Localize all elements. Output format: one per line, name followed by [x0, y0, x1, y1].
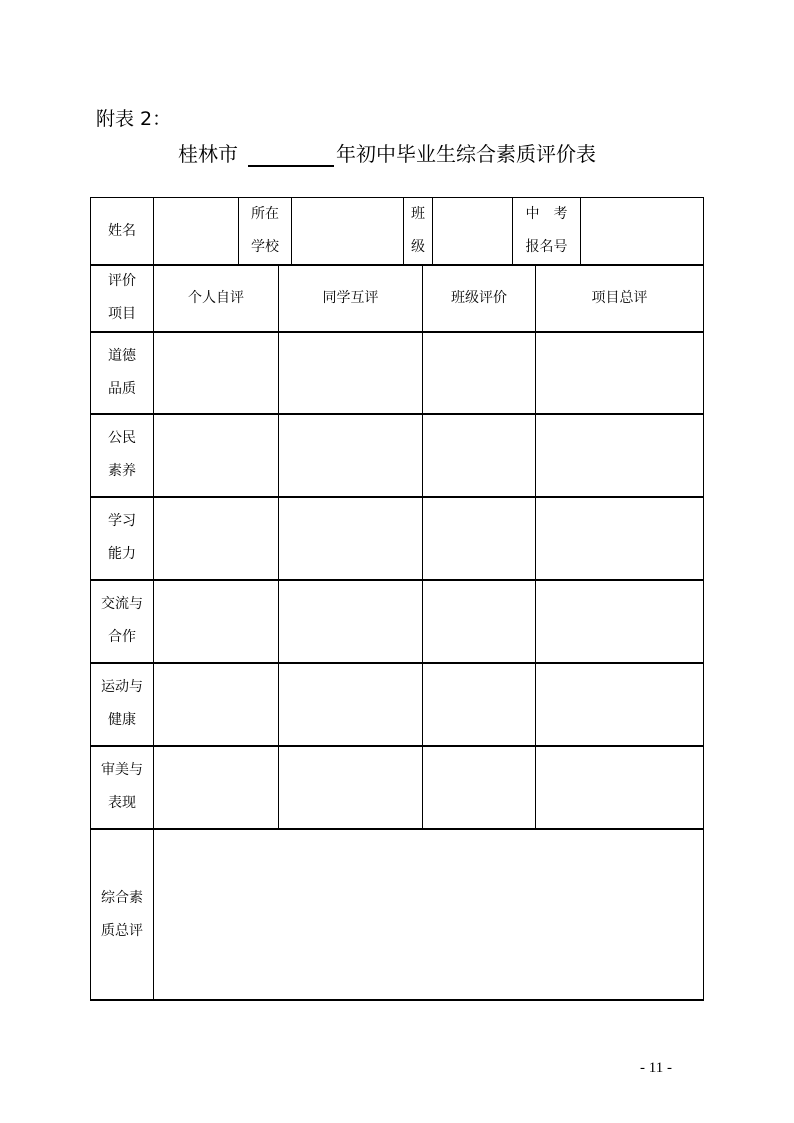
- column-header-label: 个人自评: [188, 289, 244, 306]
- column-header-label: 班级评价: [451, 289, 507, 306]
- row-divider: [90, 496, 704, 498]
- item-label: [90, 331, 154, 414]
- class-label-label: 班 级: [411, 206, 425, 255]
- peer-eval-field[interactable]: [278, 662, 423, 746]
- item-label: [90, 745, 154, 829]
- self-eval-field[interactable]: [153, 662, 279, 746]
- row-divider: [90, 264, 704, 266]
- row-divider: [90, 413, 704, 415]
- column-header: [422, 264, 536, 332]
- name-label-label: 姓名: [108, 222, 136, 239]
- class-eval-field[interactable]: [422, 496, 536, 580]
- item-label: [90, 413, 154, 497]
- peer-eval-field[interactable]: [278, 413, 423, 497]
- class-eval-field[interactable]: [422, 662, 536, 746]
- exam-no-field[interactable]: [580, 197, 704, 265]
- row-divider: [90, 331, 704, 333]
- appendix-label: 附表 2：: [96, 108, 172, 130]
- peer-eval-field[interactable]: [278, 579, 423, 663]
- row-divider: [90, 745, 704, 747]
- item-label-label: 公民 素养: [108, 430, 136, 479]
- total-eval-field[interactable]: [535, 662, 704, 746]
- item-label-label: 审美与 表现: [101, 762, 143, 811]
- self-eval-field[interactable]: [153, 413, 279, 497]
- exam-no-label-label: 中 考 报名号: [525, 206, 568, 255]
- row-divider: [90, 828, 704, 830]
- column-header-label: 评价 项目: [108, 273, 136, 322]
- column-header: [153, 264, 279, 332]
- class-eval-field[interactable]: [422, 745, 536, 829]
- self-eval-field[interactable]: [153, 331, 279, 414]
- class-label: [403, 197, 433, 265]
- name-label: [90, 197, 154, 265]
- school-field[interactable]: [291, 197, 404, 265]
- title-prefix: 桂林市: [178, 142, 238, 166]
- total-eval-field[interactable]: [535, 496, 704, 580]
- item-label: [90, 662, 154, 746]
- column-header: [535, 264, 704, 332]
- class-eval-field[interactable]: [422, 331, 536, 414]
- title-suffix: 年初中毕业生综合素质评价表: [336, 142, 596, 166]
- name-field[interactable]: [153, 197, 239, 265]
- year-blank-field[interactable]: [248, 147, 334, 167]
- row-divider: [90, 662, 704, 664]
- summary-field[interactable]: [153, 828, 704, 1001]
- self-eval-field[interactable]: [153, 745, 279, 829]
- item-label-label: 学习 能力: [108, 513, 136, 562]
- school-label: [238, 197, 292, 265]
- peer-eval-field[interactable]: [278, 331, 423, 414]
- row-divider: [90, 999, 704, 1001]
- item-label-label: 道德 品质: [108, 347, 136, 397]
- column-header: [90, 264, 154, 332]
- peer-eval-field[interactable]: [278, 496, 423, 580]
- column-header: [278, 264, 423, 332]
- self-eval-field[interactable]: [153, 496, 279, 580]
- summary-label-label: 综合素 质总评: [101, 889, 143, 939]
- total-eval-field[interactable]: [535, 331, 704, 414]
- total-eval-field[interactable]: [535, 579, 704, 663]
- exam-no-label: [512, 197, 581, 265]
- total-eval-field[interactable]: [535, 745, 704, 829]
- class-field[interactable]: [432, 197, 513, 265]
- summary-label: [90, 828, 154, 1001]
- column-header-label: 同学互评: [322, 289, 379, 306]
- class-eval-field[interactable]: [422, 413, 536, 497]
- item-label: [90, 496, 154, 580]
- column-header-label: 项目总评: [591, 289, 648, 306]
- school-label-label: 所在 学校: [251, 206, 279, 255]
- total-eval-field[interactable]: [535, 413, 704, 497]
- row-divider: [90, 579, 704, 581]
- item-label: [90, 579, 154, 663]
- form-title: [178, 138, 596, 167]
- self-eval-field[interactable]: [153, 579, 279, 663]
- item-label-label: 运动与 健康: [101, 679, 143, 728]
- item-label-label: 交流与 合作: [101, 596, 143, 645]
- class-eval-field[interactable]: [422, 579, 536, 663]
- page-number: - 11 -: [640, 1060, 672, 1076]
- peer-eval-field[interactable]: [278, 745, 423, 829]
